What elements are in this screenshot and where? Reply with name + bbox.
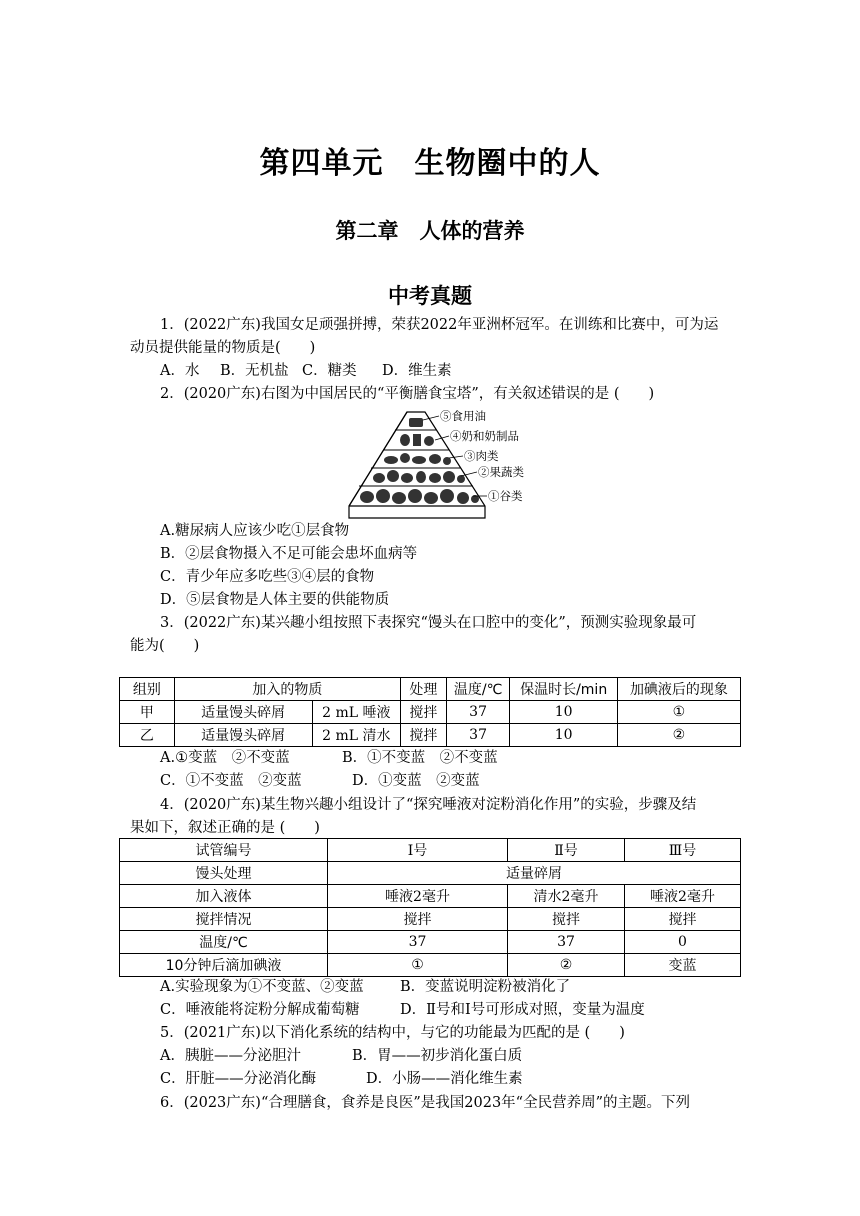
- table-header: 10分钟后滴加碘液: [120, 954, 328, 977]
- table-row: [120, 678, 741, 701]
- table-cell: 搅拌: [328, 908, 508, 931]
- q1-stem-line1: 1．(2022广东)我国女足顽强拼搏，荣获2022年亚洲杯冠军。在训练和比赛中，可为运: [160, 317, 719, 333]
- table-cell: 适量馒头碎屑: [174, 701, 312, 724]
- q4-stem-line2: 果如下，叙述正确的是 ( ): [130, 820, 320, 836]
- table-cell: Ⅰ号: [328, 839, 508, 862]
- q2-option-c: C．青少年应多吃些③④层的食物: [160, 569, 375, 585]
- table-cell: ②: [508, 954, 625, 977]
- table-row: [120, 908, 741, 931]
- table-row: [120, 701, 741, 724]
- table-header: 加入液体: [120, 885, 328, 908]
- q1-option-b: B．无机盐: [220, 363, 289, 379]
- table-cell: 清水2毫升: [508, 885, 625, 908]
- table-row: [120, 931, 741, 954]
- table-cell: 37: [446, 701, 510, 724]
- pyramid-label-dairy: ④奶和奶制品: [450, 429, 519, 443]
- unit-title: 第四单元 生物圈中的人: [259, 146, 601, 181]
- q5-option-b: B．胃——初步消化蛋白质: [352, 1048, 523, 1064]
- table-header: 加入的物质: [174, 678, 400, 701]
- q3-stem-line2: 能为( ): [130, 638, 200, 654]
- table-cell: 变蓝: [625, 954, 741, 977]
- q3-options-ab: [160, 747, 498, 769]
- q5-option-d: D．小肠——消化维生素: [366, 1071, 523, 1087]
- q4-option-c: C．唾液能将淀粉分解成葡萄糖: [160, 1002, 360, 1018]
- q1-option-c: C．糖类: [302, 363, 357, 379]
- table-cell: ②: [617, 724, 740, 747]
- table-header: 搅拌情况: [120, 908, 328, 931]
- q4-options-ab: [160, 976, 570, 998]
- table-cell: Ⅱ号: [508, 839, 625, 862]
- table-cell: 2 mL 唾液: [312, 701, 400, 724]
- table-cell: 搅拌: [625, 908, 741, 931]
- table-header: 处理: [401, 678, 447, 701]
- chapter-title: 第二章 人体的营养: [335, 219, 525, 243]
- table-cell: 37: [508, 931, 625, 954]
- table-cell: 唾液2毫升: [328, 885, 508, 908]
- q5-options-cd: [160, 1068, 523, 1090]
- pyramid-label-meat: ③肉类: [464, 449, 499, 463]
- q3-stem-line1: 3．(2022广东)某兴趣小组按照下表探究“馒头在口腔中的变化”，预测实验现象最可: [160, 615, 697, 631]
- q4-option-a: A.实验现象为①不变蓝、②变蓝: [160, 979, 364, 995]
- table-cell: 适量碎屑: [328, 862, 741, 885]
- table-header: 温度/℃: [446, 678, 510, 701]
- q3-options-cd: [160, 770, 480, 792]
- pyramid-label-oil: ⑤食用油: [440, 409, 486, 423]
- table-cell: 搅拌: [401, 701, 447, 724]
- q5-options-ab: [160, 1045, 522, 1067]
- q1-option-d: D．维生素: [382, 363, 452, 379]
- table-cell: 搅拌: [508, 908, 625, 931]
- q4-stem-line1: 4．(2020广东)某生物兴趣小组设计了“探究唾液对淀粉消化作用”的实验，步骤及结: [160, 797, 697, 813]
- q3-option-c: C．①不变蓝 ②变蓝: [160, 773, 302, 789]
- table-header: 保温时长/min: [510, 678, 617, 701]
- q1-option-a: A．水: [160, 363, 200, 379]
- table-row: [120, 862, 741, 885]
- table-cell: 2 mL 清水: [312, 724, 400, 747]
- q1-stem-line2: 动员提供能量的物质是( ): [130, 340, 316, 356]
- table-header: 温度/℃: [120, 931, 328, 954]
- pyramid-label-fruit-veg: ②果蔬类: [478, 465, 524, 479]
- table-cell: 10: [510, 701, 617, 724]
- table-row: [120, 954, 741, 977]
- table-header: 加碘液后的现象: [617, 678, 740, 701]
- table-header: 馒头处理: [120, 862, 328, 885]
- table-cell: 10: [510, 724, 617, 747]
- table-header: 试管编号: [120, 839, 328, 862]
- q1-options: [160, 360, 452, 382]
- q4-option-d: D．Ⅱ号和Ⅰ号可形成对照，变量为温度: [400, 1002, 645, 1018]
- table-cell: 适量馒头碎屑: [174, 724, 312, 747]
- table-cell: 搅拌: [401, 724, 447, 747]
- q5-stem: 5．(2021广东)以下消化系统的结构中，与它的功能最为匹配的是 ( ): [160, 1025, 625, 1041]
- food-pyramid-figure: [345, 406, 545, 522]
- table-cell: 乙: [120, 724, 175, 747]
- q3-option-b: B．①不变蓝 ②不变蓝: [342, 750, 498, 766]
- q2-option-d: D．⑤层食物是人体主要的供能物质: [160, 592, 390, 608]
- table-cell: ①: [617, 701, 740, 724]
- q2-option-a: A.糖尿病人应该少吃①层食物: [160, 523, 350, 539]
- q4-options-cd: [160, 999, 645, 1021]
- table-row: [120, 839, 741, 862]
- q6-stem: 6．(2023广东)“合理膳食，食养是良医”是我国2023年“全民营养周”的主题。下列: [160, 1095, 690, 1111]
- q3-table: [119, 677, 741, 747]
- table-row: [120, 885, 741, 908]
- table-cell: Ⅲ号: [625, 839, 741, 862]
- table-cell: 37: [446, 724, 510, 747]
- q5-option-c: C．肝脏——分泌消化酶: [160, 1071, 317, 1087]
- table-header: 组别: [120, 678, 175, 701]
- table-cell: 甲: [120, 701, 175, 724]
- table-row: [120, 724, 741, 747]
- q2-stem: 2．(2020广东)右图为中国居民的“平衡膳食宝塔”，有关叙述错误的是 ( ): [160, 386, 655, 402]
- pyramid-label-grain: ①谷类: [488, 489, 523, 503]
- q3-option-d: D．①变蓝 ②变蓝: [352, 773, 480, 789]
- q5-option-a: A．胰脏——分泌胆汁: [160, 1048, 301, 1064]
- table-cell: 37: [328, 931, 508, 954]
- table-cell: ①: [328, 954, 508, 977]
- q2-option-b: B．②层食物摄入不足可能会患坏血病等: [160, 546, 418, 562]
- q3-option-a: A.①变蓝 ②不变蓝: [160, 750, 290, 766]
- table-cell: 0: [625, 931, 741, 954]
- table-cell: 唾液2毫升: [625, 885, 741, 908]
- q4-table: [119, 838, 741, 977]
- q4-option-b: B．变蓝说明淀粉被消化了: [400, 979, 571, 995]
- section-title: 中考真题: [388, 284, 472, 308]
